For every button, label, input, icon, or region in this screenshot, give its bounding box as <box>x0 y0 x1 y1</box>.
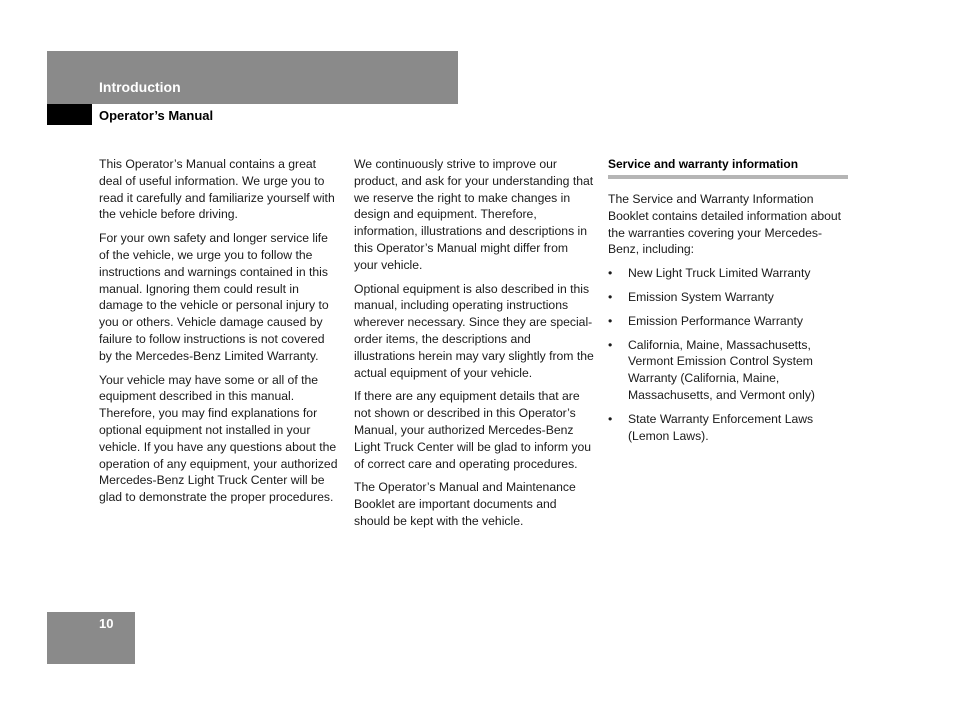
bullet-icon: • <box>608 411 613 426</box>
bullet-icon: • <box>608 313 613 328</box>
paragraph: We continuously strive to improve our product, and ask for your understanding that we reserve the right to make changes in design and equipment. Therefore, information, illustrations and descriptions in this Operator’s Manual might differ from your vehicle. <box>354 157 594 272</box>
paragraph: For your own safety and longer service life of the vehicle, we urge you to follow the instructions and warnings contained in this manual. Ignoring them could result in damage to the vehicle or personal injury to you or others. Vehicle damage caused by failure to follow instructions is not covered by the Mercedes-Benz Limited Warranty. <box>99 231 329 363</box>
paragraph: If there are any equipment details that are not shown or described in this Operator’s Manual, your authorized Mercedes-Benz Light Truck Center will be glad to inform you of correct care and operating procedures. <box>354 389 592 471</box>
text-column-2 <box>354 156 594 537</box>
page-number-box <box>47 612 135 664</box>
section-title: Introduction <box>99 79 181 95</box>
bullet-icon: • <box>608 266 613 281</box>
paragraph: The Service and Warranty Information Booklet contains detailed information about the warranties covering your Mercedes-Benz, including: <box>608 192 842 257</box>
list-item-text: California, Maine, Massachusetts, Vermont Emission Control System Warranty (California, Maine, Massachusetts, and Vermont only) <box>628 337 815 402</box>
section-tab-marker <box>47 104 92 125</box>
list-item-text: Emission Performance Warranty <box>628 313 803 328</box>
page-number: 10 <box>99 616 114 631</box>
paragraph: Your vehicle may have some or all of the equipment described in this manual. Therefore, you may find explanations for optional equipment not installed in your vehicle. If you have any questions about the operation of any equipment, your authorized Mercedes-Benz Light Truck Center will be glad to demonstrate the proper procedures. <box>99 372 338 505</box>
list-item <box>608 265 848 282</box>
paragraph: This Operator’s Manual contains a great deal of useful information. We urge you to read it carefully and familiarize yourself with the vehicle before driving. <box>99 157 335 222</box>
list-item <box>608 313 848 330</box>
list-item <box>608 289 848 306</box>
paragraph: Optional equipment is also described in this manual, including operating instructions wherever necessary. Since they are special-order items, the descriptions and illustrations herein may vary slightly from the actual equipment of your vehicle. <box>354 281 594 380</box>
list-item <box>608 337 848 404</box>
header-bar <box>47 51 458 104</box>
text-column-3 <box>608 156 848 451</box>
paragraph: The Operator’s Manual and Maintenance Booklet are important documents and should be kept with the vehicle. <box>354 480 576 528</box>
bullet-icon: • <box>608 289 613 304</box>
page-subtitle: Operator’s Manual <box>99 108 214 123</box>
warranty-list <box>608 265 848 444</box>
bullet-icon: • <box>608 337 613 352</box>
list-item-text: New Light Truck Limited Warranty <box>628 266 811 281</box>
list-item-text: State Warranty Enforcement Laws (Lemon Laws). <box>628 411 814 443</box>
text-column-1 <box>99 156 339 513</box>
list-item <box>608 411 848 445</box>
list-item-text: Emission System Warranty <box>628 289 774 304</box>
section-heading: Service and warranty information <box>608 156 848 179</box>
